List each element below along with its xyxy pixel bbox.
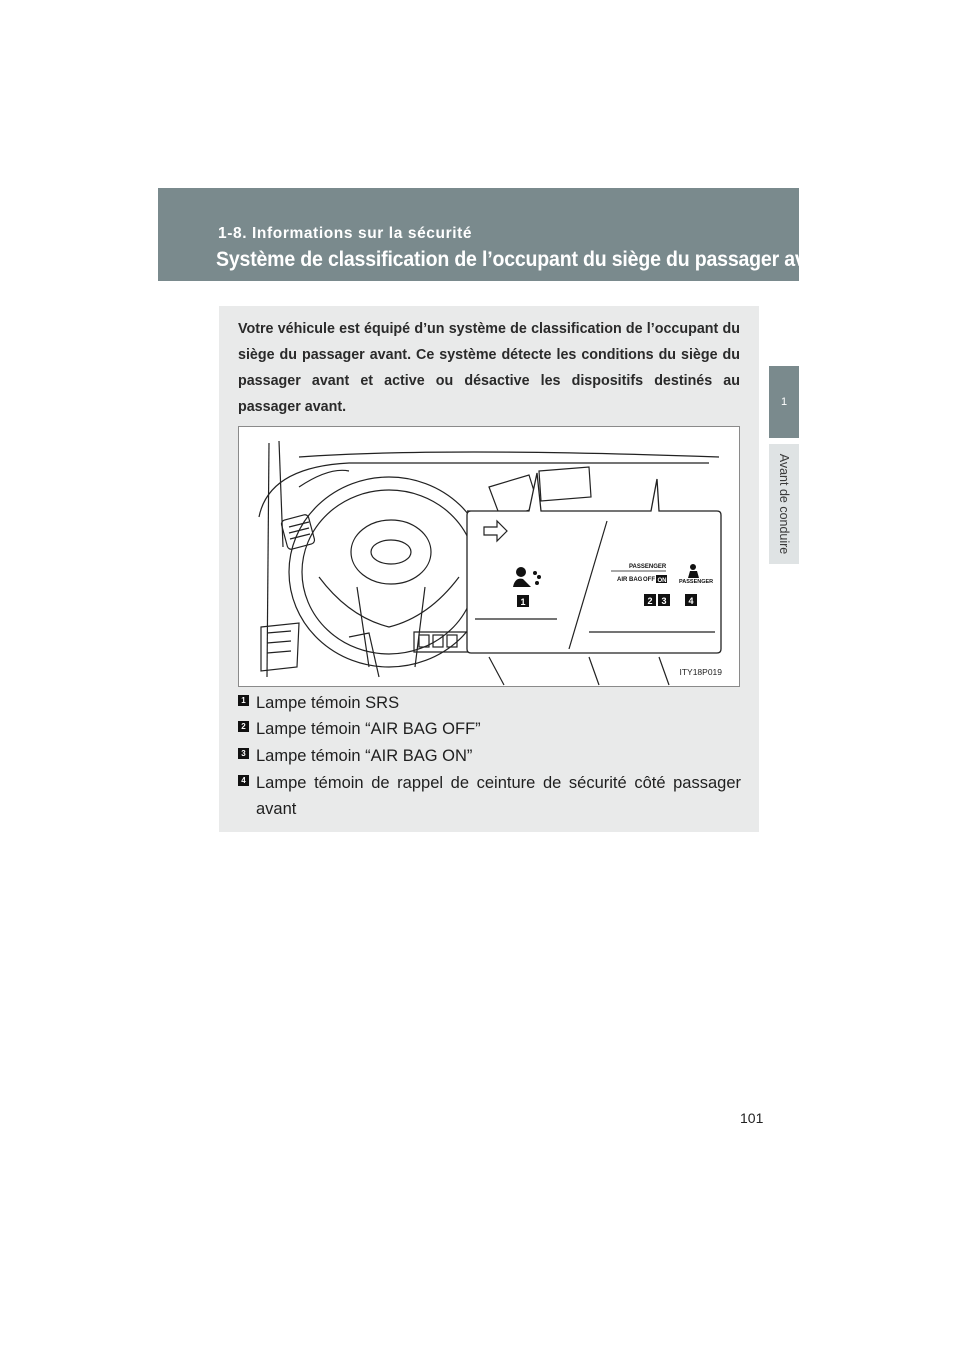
legend-text: Lampe témoin de rappel de ceinture de sécurité côté passager avant — [256, 774, 741, 818]
legend-text: Lampe témoin “AIR BAG ON” — [256, 747, 473, 765]
legend-text: Lampe témoin SRS — [256, 694, 400, 712]
content-panel — [219, 306, 759, 832]
section-label: 1-8. Informations sur la sécurité — [218, 225, 473, 242]
intro-paragraph: Votre véhicule est équipé d’un système de classification de l’occupant du siège du passager avant. Ce système détecte les conditions du siège du passager avant et active ou désactive les dispositifs destinés au passager avant. — [238, 321, 740, 415]
figure-code: ITY18P019 — [679, 667, 722, 677]
chapter-label: Avant de conduire — [777, 453, 791, 555]
indicator-off-label: OFF — [643, 577, 655, 583]
chapter-tab-label — [769, 444, 799, 564]
indicator-belt-label: PASSENGER — [679, 579, 714, 585]
indicator-passenger-label: PASSENGER — [629, 564, 667, 570]
page-title: Système de classification de l’occupant du siège du passager avant — [216, 248, 835, 271]
legend-text: Lampe témoin “AIR BAG OFF” — [256, 720, 481, 738]
chapter-number: 1 — [780, 396, 788, 408]
legend-marker: 2 — [238, 721, 249, 732]
legend-marker: 3 — [238, 748, 249, 759]
dashboard-illustration — [238, 426, 740, 687]
legend-marker: 4 — [238, 775, 249, 786]
chapter-tab-number — [769, 366, 799, 438]
callout-2: 2 — [647, 596, 653, 606]
dashboard-drawing — [239, 427, 739, 686]
indicator-on-label: ON — [657, 578, 667, 584]
page-header — [158, 188, 835, 281]
callout-3: 3 — [661, 596, 667, 606]
callout-4: 4 — [688, 596, 694, 606]
legend-marker: 1 — [238, 695, 249, 706]
indicator-airbag-label: AIR BAG — [617, 577, 643, 583]
callout-1: 1 — [520, 597, 526, 607]
page-number: 101 — [740, 1110, 764, 1126]
